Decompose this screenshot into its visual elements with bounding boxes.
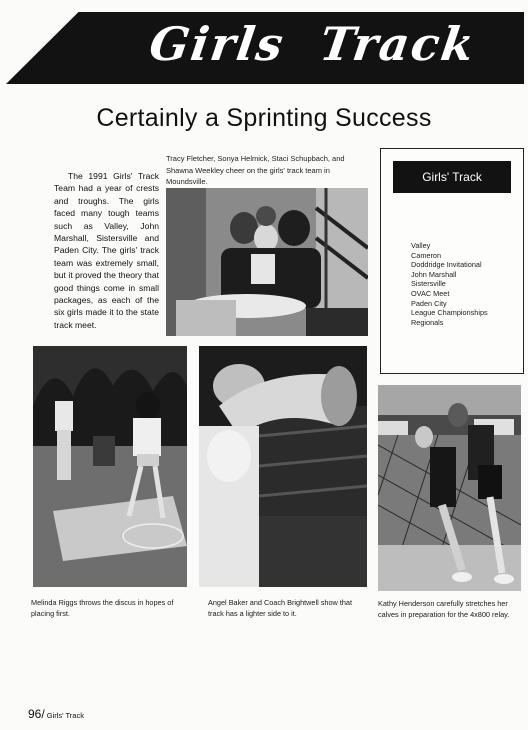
- banner-title: Girls Track: [146, 17, 479, 71]
- page-footer: [28, 707, 84, 721]
- photo-caption-cheer: Tracy Fletcher, Sonya Helmick, Staci Schupbach, and Shawna Weekley cheer on the girls' track team in Moundsville.: [166, 154, 345, 186]
- schedule-list: [411, 241, 488, 327]
- section-name: Girls' Track: [46, 711, 84, 720]
- photo-stretching: [378, 385, 521, 591]
- schedule-item: Paden City: [411, 298, 447, 308]
- schedule-item: John Marshall: [411, 269, 457, 279]
- photo-caption-stretch: Kathy Henderson carefully stretches her calves in preparation for the 4x800 relay.: [378, 599, 510, 619]
- photo-coach: [199, 346, 367, 587]
- photo-team-cheering: [166, 188, 368, 336]
- schedule-title: Girls' Track: [393, 161, 511, 193]
- schedule-item: OVAC Meet: [411, 288, 450, 298]
- photo-caption-coach: Angel Baker and Coach Brightwell show that track has a lighter side to it.: [208, 598, 352, 618]
- page-number: 96/: [28, 707, 45, 721]
- schedule-item: Cameron: [411, 250, 442, 260]
- schedule-item: League Championships: [411, 308, 488, 318]
- schedule-item: Valley: [411, 241, 431, 250]
- schedule-item: Sistersville: [411, 279, 446, 289]
- photo-caption-discus: Melinda Riggs throws the discus in hopes of placing first.: [31, 598, 174, 618]
- schedule-item: Regionals: [411, 317, 444, 327]
- schedule-item: Doddridge Invitational: [411, 260, 482, 270]
- schedule-box: [380, 148, 524, 374]
- photo-discus: [33, 346, 187, 587]
- page-headline: Certainly a Sprinting Success: [96, 104, 432, 132]
- story-text: The 1991 Girls' Track Team had a year of crests and troughs. The girls faced many tough teams such as Valley, John Marshall, Sistersville and Paden City. The girls' track team was extremely small, but it proved the theory that good things come in small packages, as each of the six girls made it to the state track meet.: [54, 171, 159, 330]
